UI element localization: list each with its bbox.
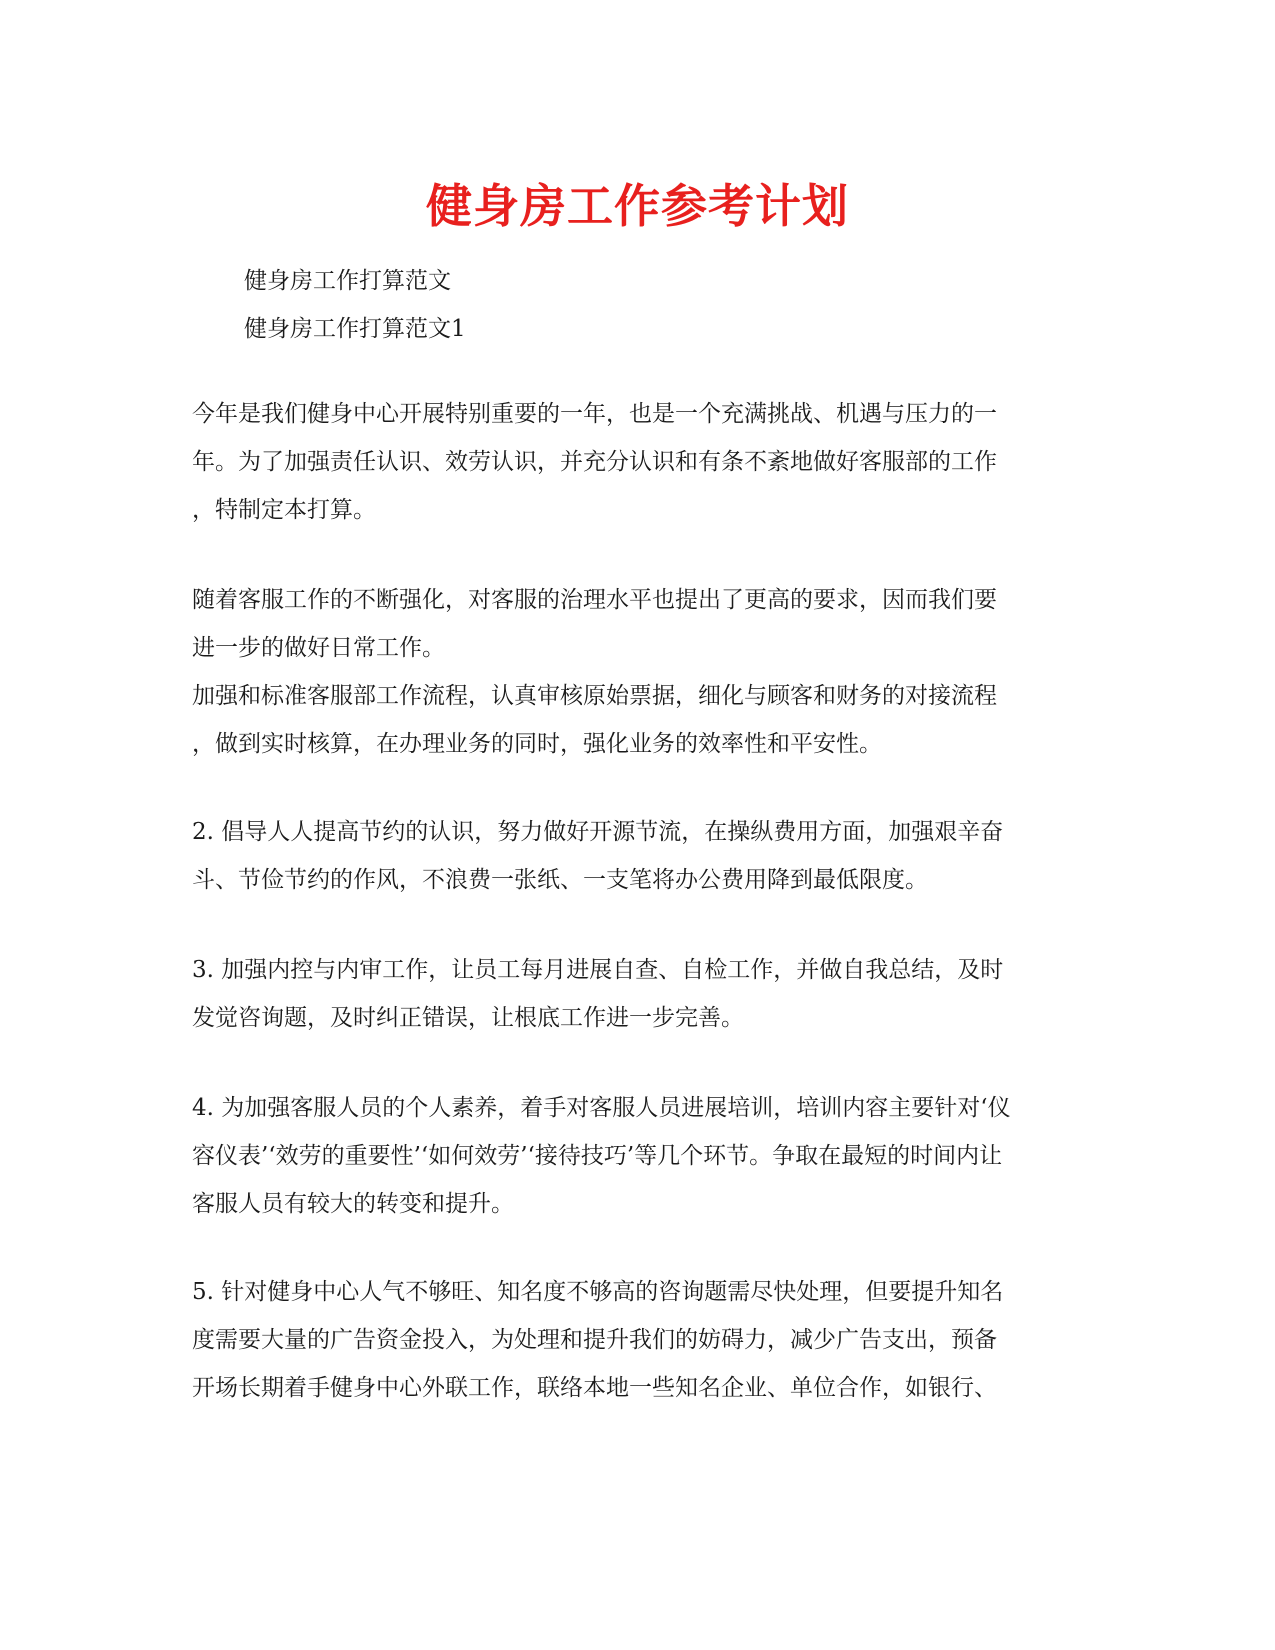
paragraph-line: 发觉咨询题，及时纠正错误，让根底工作进一步完善。 (192, 1005, 744, 1031)
paragraph-line: 4. 为加强客服人员的个人素养，着手对客服人员进展培训，培训内容主要针对‘仪 (192, 1095, 1011, 1121)
subtitle-2: 健身房工作打算范文1 (244, 316, 466, 342)
paragraph-line: 开场长期着手健身中心外联工作，联络本地一些知名企业、单位合作，如银行、 (192, 1375, 997, 1401)
paragraph-line: 随着客服工作的不断强化，对客服的治理水平也提出了更高的要求，因而我们要 (192, 587, 997, 613)
paragraph-line: 进一步的做好日常工作。 (192, 635, 445, 661)
paragraph-item-3 (192, 946, 1092, 1042)
paragraph-item-5 (192, 1268, 1092, 1412)
paragraph-line: 2. 倡导人人提高节约的认识，努力做好开源节流，在操纵费用方面，加强艰辛奋 (192, 819, 1004, 845)
paragraph-line: 3. 加强内控与内审工作，让员工每月进展自查、自检工作，并做自我总结，及时 (192, 957, 1004, 983)
document-title: 健身房工作参考计划 (426, 179, 849, 233)
paragraph-line: 容仪表’‘效劳的重要性’‘如何效劳’‘接待技巧’等几个环节。争取在最短的时间内让 (192, 1143, 1003, 1169)
paragraph-line: 斗、节俭节约的作风，不浪费一张纸、一支笔将办公费用降到最低限度。 (192, 867, 928, 893)
paragraph-customer-service (192, 576, 1092, 768)
paragraph-line: 客服人员有较大的转变和提升。 (192, 1191, 514, 1217)
paragraph-item-4 (192, 1084, 1092, 1228)
paragraph-line: 5. 针对健身中心人气不够旺、知名度不够高的咨询题需尽快处理，但要提升知名 (192, 1279, 1004, 1305)
subtitle-1: 健身房工作打算范文 (244, 268, 451, 294)
paragraph-line: 今年是我们健身中心开展特别重要的一年，也是一个充满挑战、机遇与压力的一 (192, 401, 997, 427)
paragraph-intro (192, 390, 1092, 534)
paragraph-line: 度需要大量的广告资金投入，为处理和提升我们的妨碍力，减少广告支出，预备 (192, 1327, 997, 1353)
paragraph-line: 加强和标准客服部工作流程，认真审核原始票据，细化与顾客和财务的对接流程 (192, 683, 997, 709)
paragraph-line: 年。为了加强责任认识、效劳认识，并充分认识和有条不紊地做好客服部的工作 (192, 449, 997, 475)
paragraph-line: ，做到实时核算，在办理业务的同时，强化业务的效率性和平安性。 (192, 731, 882, 757)
paragraph-item-2 (192, 808, 1092, 904)
paragraph-line: ，特制定本打算。 (192, 497, 376, 523)
